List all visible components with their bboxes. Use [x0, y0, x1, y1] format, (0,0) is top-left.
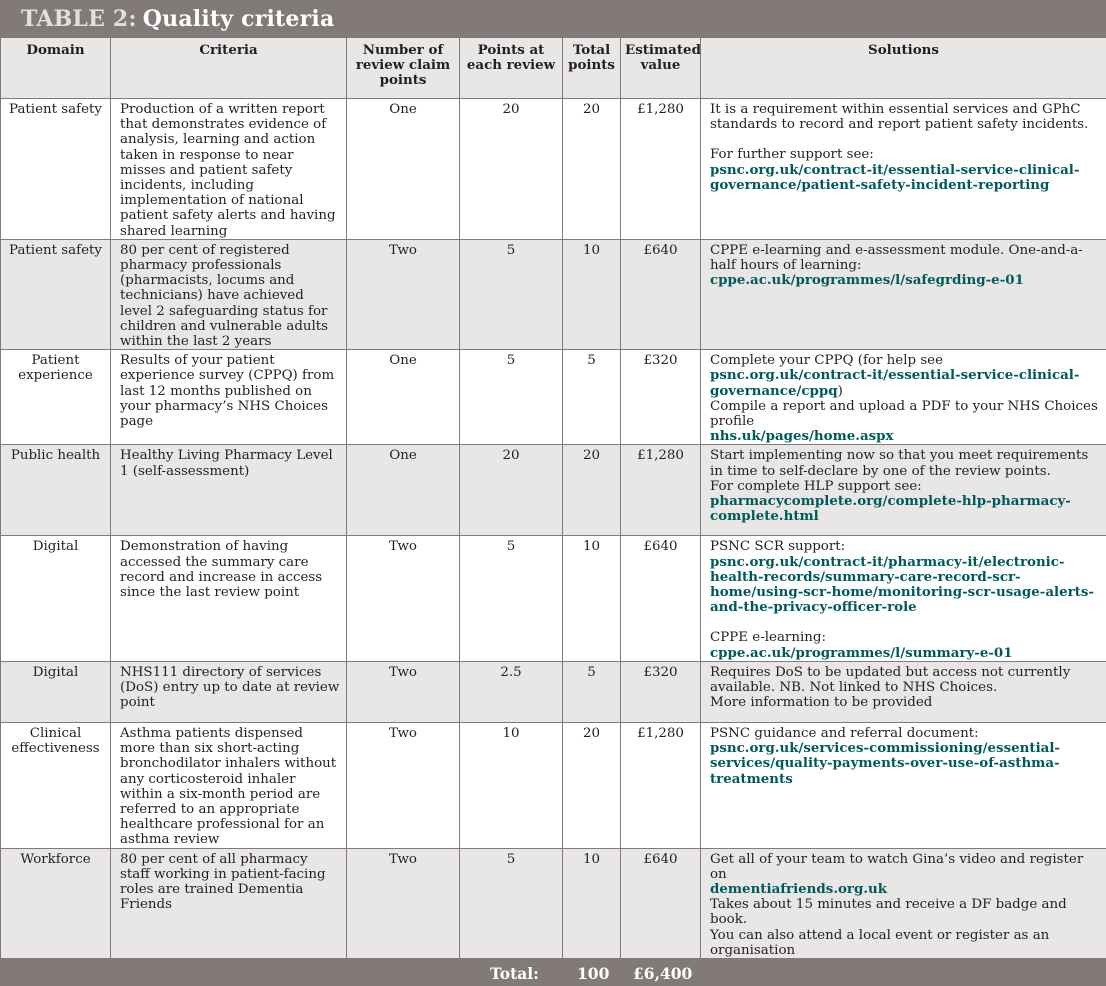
- header-claim-points: Number of review claim points: [347, 38, 460, 99]
- solutions-cell: [701, 99, 1106, 240]
- claim-points-cell: One: [347, 350, 460, 445]
- table-row: [1, 848, 1106, 958]
- claim-points-cell: Two: [347, 848, 460, 958]
- points-each-cell: 5: [460, 536, 563, 661]
- solution-text: PSNC SCR support:: [710, 539, 1100, 554]
- domain-cell: Patient safety: [1, 239, 111, 349]
- total-points-cell: 5: [563, 661, 621, 722]
- solutions-cell: [701, 722, 1106, 848]
- solution-text: ): [838, 384, 843, 399]
- solution-text: Complete your CPPQ (for help see: [710, 353, 943, 368]
- claim-points-cell: One: [347, 99, 460, 240]
- value-cell: £640: [621, 239, 701, 349]
- solution-link[interactable]: psnc.org.uk/services-commissioning/essential-services/quality-payments-over-use-of-asthma-treatments: [710, 741, 1100, 787]
- solution-text: Takes about 15 minutes and receive a DF badge and book.: [710, 897, 1100, 927]
- table-title-prefix: TABLE 2:: [21, 6, 137, 32]
- table-row: [1, 661, 1106, 722]
- domain-cell: Clinical effectiveness: [1, 722, 111, 848]
- points-each-cell: 5: [460, 848, 563, 958]
- claim-points-cell: Two: [347, 722, 460, 848]
- solution-text: For complete HLP support see:: [710, 479, 1100, 494]
- solutions-cell: [701, 661, 1106, 722]
- solution-link[interactable]: nhs.uk/pages/home.aspx: [710, 429, 1100, 444]
- solution-link[interactable]: dementiafriends.org.uk: [710, 882, 1100, 897]
- solutions-cell: [701, 350, 1106, 445]
- total-points-cell: 20: [563, 722, 621, 848]
- total-points-cell: 10: [563, 536, 621, 661]
- points-each-cell: 10: [460, 722, 563, 848]
- header-points-each: Points at each review: [460, 38, 563, 99]
- domain-cell: Public health: [1, 445, 111, 536]
- value-cell: £1,280: [621, 445, 701, 536]
- criteria-cell: Demonstration of having accessed the summary care record and increase in access since the last review point: [111, 536, 347, 661]
- solution-text: You can also attend a local event or register as an organisation: [710, 928, 1100, 958]
- claim-points-cell: Two: [347, 536, 460, 661]
- points-each-cell: 5: [460, 239, 563, 349]
- criteria-cell: Healthy Living Pharmacy Level 1 (self-assessment): [111, 445, 347, 536]
- points-each-cell: 5: [460, 350, 563, 445]
- table-row: [1, 722, 1106, 848]
- solutions-cell: [701, 445, 1106, 536]
- solution-text: Start implementing now so that you meet requirements in time to self-declare by one of the review points.: [710, 448, 1100, 478]
- criteria-cell: Asthma patients dispensed more than six short-acting bronchodilator inhalers without any corticosteroid inhaler within a six-month period are referred to an appropriate healthcare professional for an asthma review: [111, 722, 347, 848]
- domain-cell: Digital: [1, 536, 111, 661]
- solution-link[interactable]: psnc.org.uk/contract-it/pharmacy-it/electronic-health-records/summary-care-record-scr-home/using-scr-home/monitoring-scr-usage-alerts-and-the-privacy-officer-role: [710, 555, 1100, 616]
- claim-points-cell: Two: [347, 661, 460, 722]
- value-cell: £320: [621, 350, 701, 445]
- solution-text: Compile a report and upload a PDF to your NHS Choices profile: [710, 399, 1100, 429]
- criteria-cell: 80 per cent of all pharmacy staff working in patient-facing roles are trained Dementia Friends: [111, 848, 347, 958]
- solution-text: Get all of your team to watch Gina’s video and register on: [710, 852, 1100, 882]
- table-title-text: Quality criteria: [143, 6, 335, 32]
- solution-link[interactable]: cppe.ac.uk/programmes/l/summary-e-01: [710, 645, 1013, 661]
- totals-row: [0, 959, 1106, 986]
- total-points-cell: 5: [563, 350, 621, 445]
- points-each-cell: 2.5: [460, 661, 563, 722]
- table-title: [0, 0, 1106, 37]
- value-cell: £640: [621, 536, 701, 661]
- criteria-cell: NHS111 directory of services (DoS) entry up to date at review point: [111, 661, 347, 722]
- criteria-cell: Production of a written report that demonstrates evidence of analysis, learning and action taken in response to near misses and patient safety incidents, including implementation of national patient safety alerts and having shared learning: [111, 99, 347, 240]
- total-points-cell: 20: [563, 445, 621, 536]
- solution-link[interactable]: cppe.ac.uk/programmes/l/safegrding-e-01: [710, 273, 1100, 288]
- criteria-cell: Results of your patient experience survey (CPPQ) from last 12 months published on your pharmacy’s NHS Choices page: [111, 350, 347, 445]
- total-estimated-value: £6,400: [633, 964, 692, 983]
- header-row: [1, 38, 1106, 99]
- table-row: [1, 350, 1106, 445]
- total-points-cell: 10: [563, 239, 621, 349]
- solution-text: Requires DoS to be updated but access not currently available. NB. Not linked to NHS Choices.: [710, 665, 1100, 695]
- points-each-cell: 20: [460, 99, 563, 240]
- header-criteria: Criteria: [111, 38, 347, 99]
- solutions-cell: [701, 848, 1106, 958]
- domain-cell: Workforce: [1, 848, 111, 958]
- total-label: Total:: [490, 964, 539, 983]
- domain-cell: Patient experience: [1, 350, 111, 445]
- claim-points-cell: Two: [347, 239, 460, 349]
- header-solutions: Solutions: [701, 38, 1106, 99]
- total-points-cell: 10: [563, 848, 621, 958]
- total-points-cell: 20: [563, 99, 621, 240]
- total-points-value: 100: [577, 964, 609, 983]
- points-each-cell: 20: [460, 445, 563, 536]
- solution-link[interactable]: pharmacycomplete.org/complete-hlp-pharmacy-complete.html: [710, 494, 1100, 524]
- table-row: [1, 239, 1106, 349]
- solution-text: CPPE e-learning and e-assessment module. One-and-a-half hours of learning:: [710, 243, 1100, 273]
- solution-link[interactable]: psnc.org.uk/contract-it/essential-service-clinical-governance/patient-safety-incident-reporting: [710, 163, 1100, 193]
- claim-points-cell: One: [347, 445, 460, 536]
- value-cell: £1,280: [621, 722, 701, 848]
- header-domain: Domain: [1, 38, 111, 99]
- solution-link[interactable]: psnc.org.uk/contract-it/essential-service-clinical-governance/cppq: [710, 367, 1079, 398]
- value-cell: £320: [621, 661, 701, 722]
- solution-text: More information to be provided: [710, 695, 1100, 710]
- criteria-cell: 80 per cent of registered pharmacy professionals (pharmacists, locums and technicians) have achieved level 2 safeguarding status for children and vulnerable adults within the last 2 years: [111, 239, 347, 349]
- domain-cell: Digital: [1, 661, 111, 722]
- table-row: [1, 99, 1106, 240]
- header-estimated-value: Estimated value: [621, 38, 701, 99]
- solutions-cell: [701, 536, 1106, 661]
- solution-text: It is a requirement within essential services and GPhC standards to record and report patient safety incidents.: [710, 102, 1100, 132]
- domain-cell: Patient safety: [1, 99, 111, 240]
- solution-text: CPPE e-learning:: [710, 630, 826, 645]
- solutions-cell: [701, 239, 1106, 349]
- header-total-points: Total points: [563, 38, 621, 99]
- solution-text: PSNC guidance and referral document:: [710, 726, 1100, 741]
- quality-criteria-table: [0, 37, 1106, 959]
- solution-text: For further support see:: [710, 147, 1100, 162]
- value-cell: £1,280: [621, 99, 701, 240]
- value-cell: £640: [621, 848, 701, 958]
- table-row: [1, 536, 1106, 661]
- table-row: [1, 445, 1106, 536]
